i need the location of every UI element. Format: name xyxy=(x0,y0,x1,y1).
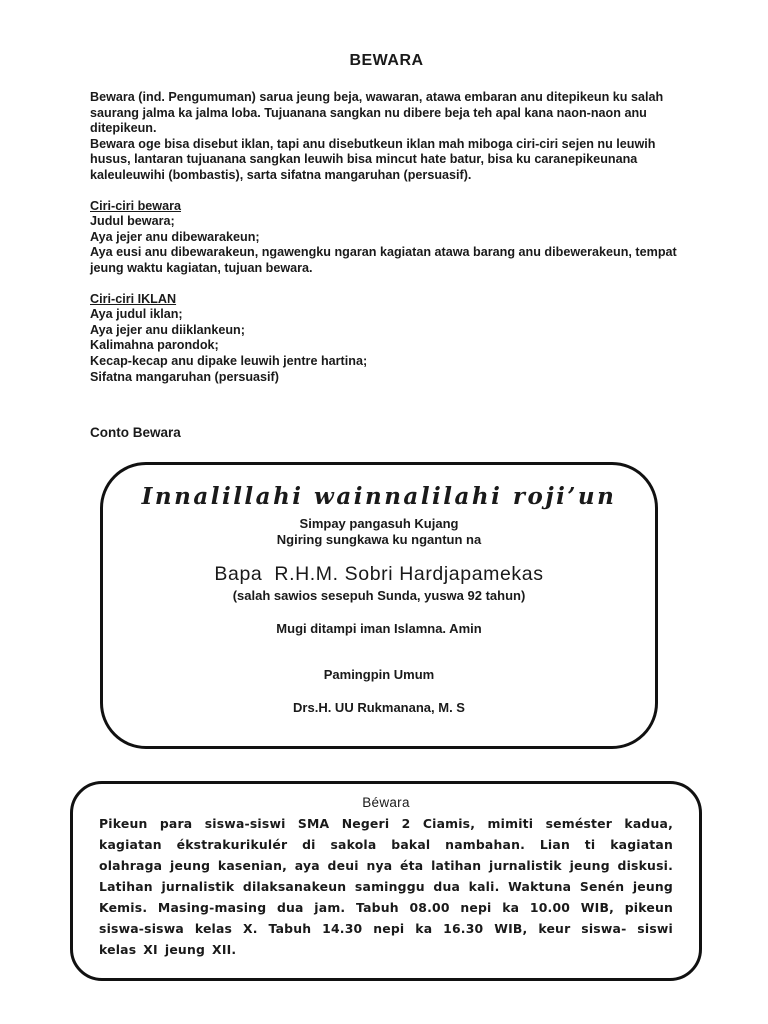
obituary-subline-2: Ngiring sungkawa ku ngantun na xyxy=(276,532,482,548)
ciri-iklan-heading: Ciri-ciri IKLAN xyxy=(90,291,177,306)
ciri-bewara-item: Judul bewara; xyxy=(90,214,175,229)
ciri-iklan-item: Aya judul iklan; xyxy=(90,307,183,322)
signer-name: Drs.H. UU Rukmanana, M. S xyxy=(293,700,465,716)
intro-paragraph-1: Bewara (ind. Pengumuman) sarua jeung beja, wawaran, atawa embaran anu ditepikeun ku salah saurang jalma ka jalma loba. Tujuanana sangkan nu dibere beja teh apal kana naon-naon anu ditepikeun. xyxy=(90,90,664,136)
intro-paragraph-2: Bewara oge bisa disebut iklan, tapi anu disebutkeun iklan mah miboga ciri-ciri sejen nu leuwih husus, lantaran tujuanana sangkan leuwih bisa mincut hate batur, bisa ku caranepikeunana kaleuleuwihi (bombastis), sarta sifatna mangaruhan (persuasif). xyxy=(90,136,656,182)
ciri-bewara-heading: Ciri-ciri bewara xyxy=(90,198,181,213)
page-title: BEWARA xyxy=(349,52,424,69)
announcement-title: Béwara xyxy=(362,795,410,811)
deceased-note: (salah sawios sesepuh Sunda, yuswa 92 tahun) xyxy=(232,588,526,604)
section-ciri-bewara xyxy=(90,199,683,277)
deceased-name: Bapa R.H.M. Sobri Hardjapamekas xyxy=(214,563,544,586)
signer-role: Pamingpin Umum xyxy=(323,667,435,683)
obituary-script-line: Innalillahi wainnalilahi roji’un xyxy=(141,483,617,511)
obituary-prayer: Mugi ditampi iman Islamna. Amin xyxy=(276,621,482,637)
ciri-iklan-item: Aya jejer anu diiklankeun; xyxy=(90,322,245,337)
section-ciri-iklan xyxy=(90,292,683,386)
ciri-iklan-item: Sifatna mangaruhan (persuasif) xyxy=(90,369,279,384)
announcement-body: Pikeun para siswa-siswi SMA Negeri 2 Ciamis, mimiti seméster kadua, kagiatan ékstrakurikulér di sakola bakal nambahan. Lian ti kagiatan olahraga jeung kasenian, aya deui nya éta latihan jurnalistik jeung diskusi. Latihan jurnalistik dilaksanakeun saminggu dua kali. Waktuna Senén jeung Kemis. Masing-masing dua jam. Tabuh 08.00 nepi ka 10.00 WIB, pikeun siswa-siswa kelas X. Tabuh 14.30 nepi ka 16.30 WIB, keur siswa- siswi kelas XI jeung XII. xyxy=(99,816,673,958)
obituary-subline-1: Simpay pangasuh Kujang xyxy=(299,516,459,532)
conto-bewara-heading: Conto Bewara xyxy=(90,425,181,441)
ciri-iklan-item: Kecap-kecap anu dipake leuwih jentre hartina; xyxy=(90,353,368,368)
ciri-iklan-item: Kalimahna parondok; xyxy=(90,338,219,353)
obituary-card xyxy=(100,462,658,749)
ciri-bewara-item: Aya jejer anu dibewarakeun; xyxy=(90,229,260,244)
announcement-card xyxy=(70,781,702,981)
ciri-bewara-item: Aya eusi anu dibewarakeun, ngawengku ngaran kagiatan atawa barang anu dibewerakeun, tempat jeung waktu kagiatan, tujuan bewara. xyxy=(90,245,677,275)
